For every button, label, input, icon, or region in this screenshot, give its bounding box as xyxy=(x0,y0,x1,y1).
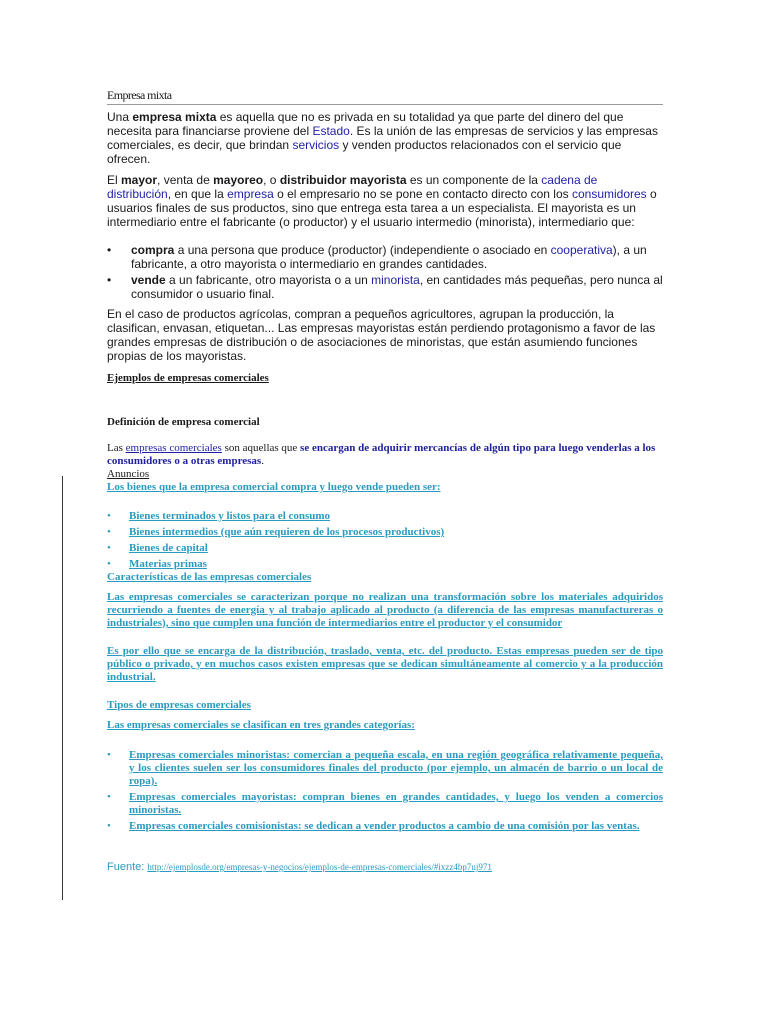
tipos-list xyxy=(107,749,663,833)
term-mayoreo: mayoreo xyxy=(213,173,264,187)
link-minorista[interactable]: minorista xyxy=(371,273,420,287)
emphasis-definicion: se encargan de adquirir mercancías de algún tipo para luego venderlas a los consumidores o a otras empresas xyxy=(107,442,656,467)
tipo-item[interactable]: Empresas comerciales minoristas: comercian a pequeña escala, en una región geográfica relativamente pequeña, y los clientes suelen ser los consumidores finales del producto (por ejemplo, un almacén de barrio o un local de ropa). xyxy=(129,749,663,787)
document-title: Empresa mixta xyxy=(107,88,663,105)
heading-caracteristicas[interactable]: Características de las empresas comerciales xyxy=(107,571,312,583)
text: entre el productor y el consumidor xyxy=(397,617,563,629)
tipos-intro[interactable]: Las empresas comerciales se clasifican en tres grandes categorías: xyxy=(107,719,415,731)
margin-change-bar xyxy=(62,476,63,900)
list-item xyxy=(107,510,663,523)
text: ), a un fabricante, a otro mayorista o intermediario en grandes cantidades. xyxy=(131,243,647,271)
term-distribuidor-mayorista: distribuidor mayorista xyxy=(279,173,407,187)
link-intermediarios[interactable]: intermediarios xyxy=(328,617,398,629)
bullet-icon: • xyxy=(107,542,111,554)
bullet-icon: • xyxy=(107,273,112,287)
text: a un fabricante, otro mayorista o a un xyxy=(165,273,372,287)
link-empresas-comerciales[interactable]: empresas comerciales xyxy=(125,442,222,454)
list-item xyxy=(107,273,663,301)
paragraph-distribucion[interactable]: Es por ello que se encarga de la distribución, traslado, venta, etc. del producto. Estas empresas pueden ser de tipo público o privado, y en muchos casos existen empresas que se dedican simultáneamente al comercio y a la producción industrial. xyxy=(107,645,663,683)
bienes-item[interactable]: Bienes terminados y listos para el consumo xyxy=(129,510,331,522)
bienes-item[interactable]: Bienes de capital xyxy=(129,542,208,554)
link-cadena-de-distribucion[interactable]: cadena de distribución xyxy=(107,173,598,201)
link-empresa[interactable]: empresa xyxy=(227,187,274,201)
paragraph-productos-agricolas: En el caso de productos agrícolas, compran a pequeños agricultores, agrupan la producción, la clasifican, envasan, etiquetan... Las empresas mayoristas están perdiendo protagonismo a favor de las grandes empresas de distribución o de asociaciones de minoristas, que están asumiendo funciones propias de los mayoristas. xyxy=(107,307,656,363)
text: , o xyxy=(263,173,280,187)
list-item xyxy=(107,558,663,571)
text: Las xyxy=(107,442,126,454)
link-estado[interactable]: Estado xyxy=(312,124,350,138)
text: es aquella que no es privada en su totalidad ya que parte del dinero del que necesita para financiarse proviene del xyxy=(107,110,624,138)
text: El xyxy=(107,173,122,187)
bienes-list xyxy=(107,510,663,571)
bullet-icon: • xyxy=(107,526,111,538)
paragraph-empresa-mixta xyxy=(107,110,663,166)
source-label: Fuente: xyxy=(107,861,148,873)
document-page xyxy=(107,88,663,875)
text: es un componente de la xyxy=(406,173,542,187)
text: son aquellas que xyxy=(221,442,301,454)
text: , en cantidades más pequeñas, pero nunca al consumidor o usuario final. xyxy=(131,273,663,301)
term-empresa-mixta: empresa mixta xyxy=(132,110,217,124)
text: Las empresas comerciales se caracterizan porque no realizan una transformación sobre los materiales adquiridos recurriendo a fuentes de energía y al trabajo aplicado al producto (a diferencia de las empresas manufactureras o industriales), sino que cumplen una función de xyxy=(107,591,663,629)
term-mayor: mayor xyxy=(121,173,158,187)
text: . xyxy=(261,455,264,467)
bullet-icon: • xyxy=(107,791,111,803)
paragraph-caracteristicas[interactable] xyxy=(107,591,663,630)
tipo-item[interactable]: Empresas comerciales comisionistas: se dedican a vender productos a cambio de una comisión por las ventas. xyxy=(129,820,640,832)
text: . Es la unión de las empresas de servicios y las empresas comerciales, es decir, que brindan xyxy=(107,124,658,152)
link-servicios[interactable]: servicios xyxy=(292,138,340,152)
text: , venta de xyxy=(157,173,214,187)
bullet-icon: • xyxy=(107,558,111,570)
bullet-icon: • xyxy=(107,243,112,257)
text: a una persona que produce (productor) (independiente o asociado en xyxy=(174,243,551,257)
anuncios-label[interactable]: Anuncios xyxy=(107,468,150,480)
source-link[interactable]: http://ejemplosde.org/empresas-y-negocios/ejemplos-de-empresas-comerciales/#ixzz4bp7uj971 xyxy=(147,862,492,872)
intermediary-list xyxy=(107,243,663,301)
bienes-item[interactable]: Materias primas xyxy=(129,558,207,570)
list-item xyxy=(107,542,663,555)
paragraph-definicion xyxy=(107,442,663,468)
heading-tipos[interactable]: Tipos de empresas comerciales xyxy=(107,699,251,711)
list-item xyxy=(107,526,663,539)
term-vende: vende xyxy=(131,273,166,287)
link-consumidores[interactable]: consumidores xyxy=(571,187,647,201)
link-cooperativa[interactable]: cooperativa xyxy=(550,243,613,257)
list-item xyxy=(107,749,663,788)
text: , en que la xyxy=(167,187,228,201)
list-item xyxy=(107,243,663,271)
paragraph-mayorista xyxy=(107,173,663,229)
text: o usuarios finales de sus productos, sino que entrega esta tarea a un especialista. El mayorista es un intermediario entre el fabricante (o productor) y el usuario intermedio (minorista), intermediario que: xyxy=(107,187,657,229)
tipo-item[interactable]: Empresas comerciales mayoristas: compran bienes en grandes cantidades, y luego los venden a comercios minoristas. xyxy=(129,791,663,816)
list-item xyxy=(107,820,663,833)
bienes-item[interactable]: Bienes intermedios (que aún requieren de los procesos productivos) xyxy=(129,526,445,538)
term-compra: compra xyxy=(131,243,175,257)
list-item xyxy=(107,791,663,817)
heading-ejemplos[interactable]: Ejemplos de empresas comerciales xyxy=(107,372,269,384)
bienes-intro[interactable]: Los bienes que la empresa comercial compra y luego vende pueden ser: xyxy=(107,481,441,493)
bullet-icon: • xyxy=(107,510,111,522)
source-line xyxy=(107,857,663,875)
bullet-icon: • xyxy=(107,749,111,761)
heading-definicion: Definición de empresa comercial xyxy=(107,416,260,428)
text: Una xyxy=(107,110,133,124)
bullet-icon: • xyxy=(107,820,111,832)
text: y venden productos relacionados con el servicio que ofrecen. xyxy=(107,138,622,166)
text: o el empresario no se pone en contacto directo con los xyxy=(273,187,572,201)
